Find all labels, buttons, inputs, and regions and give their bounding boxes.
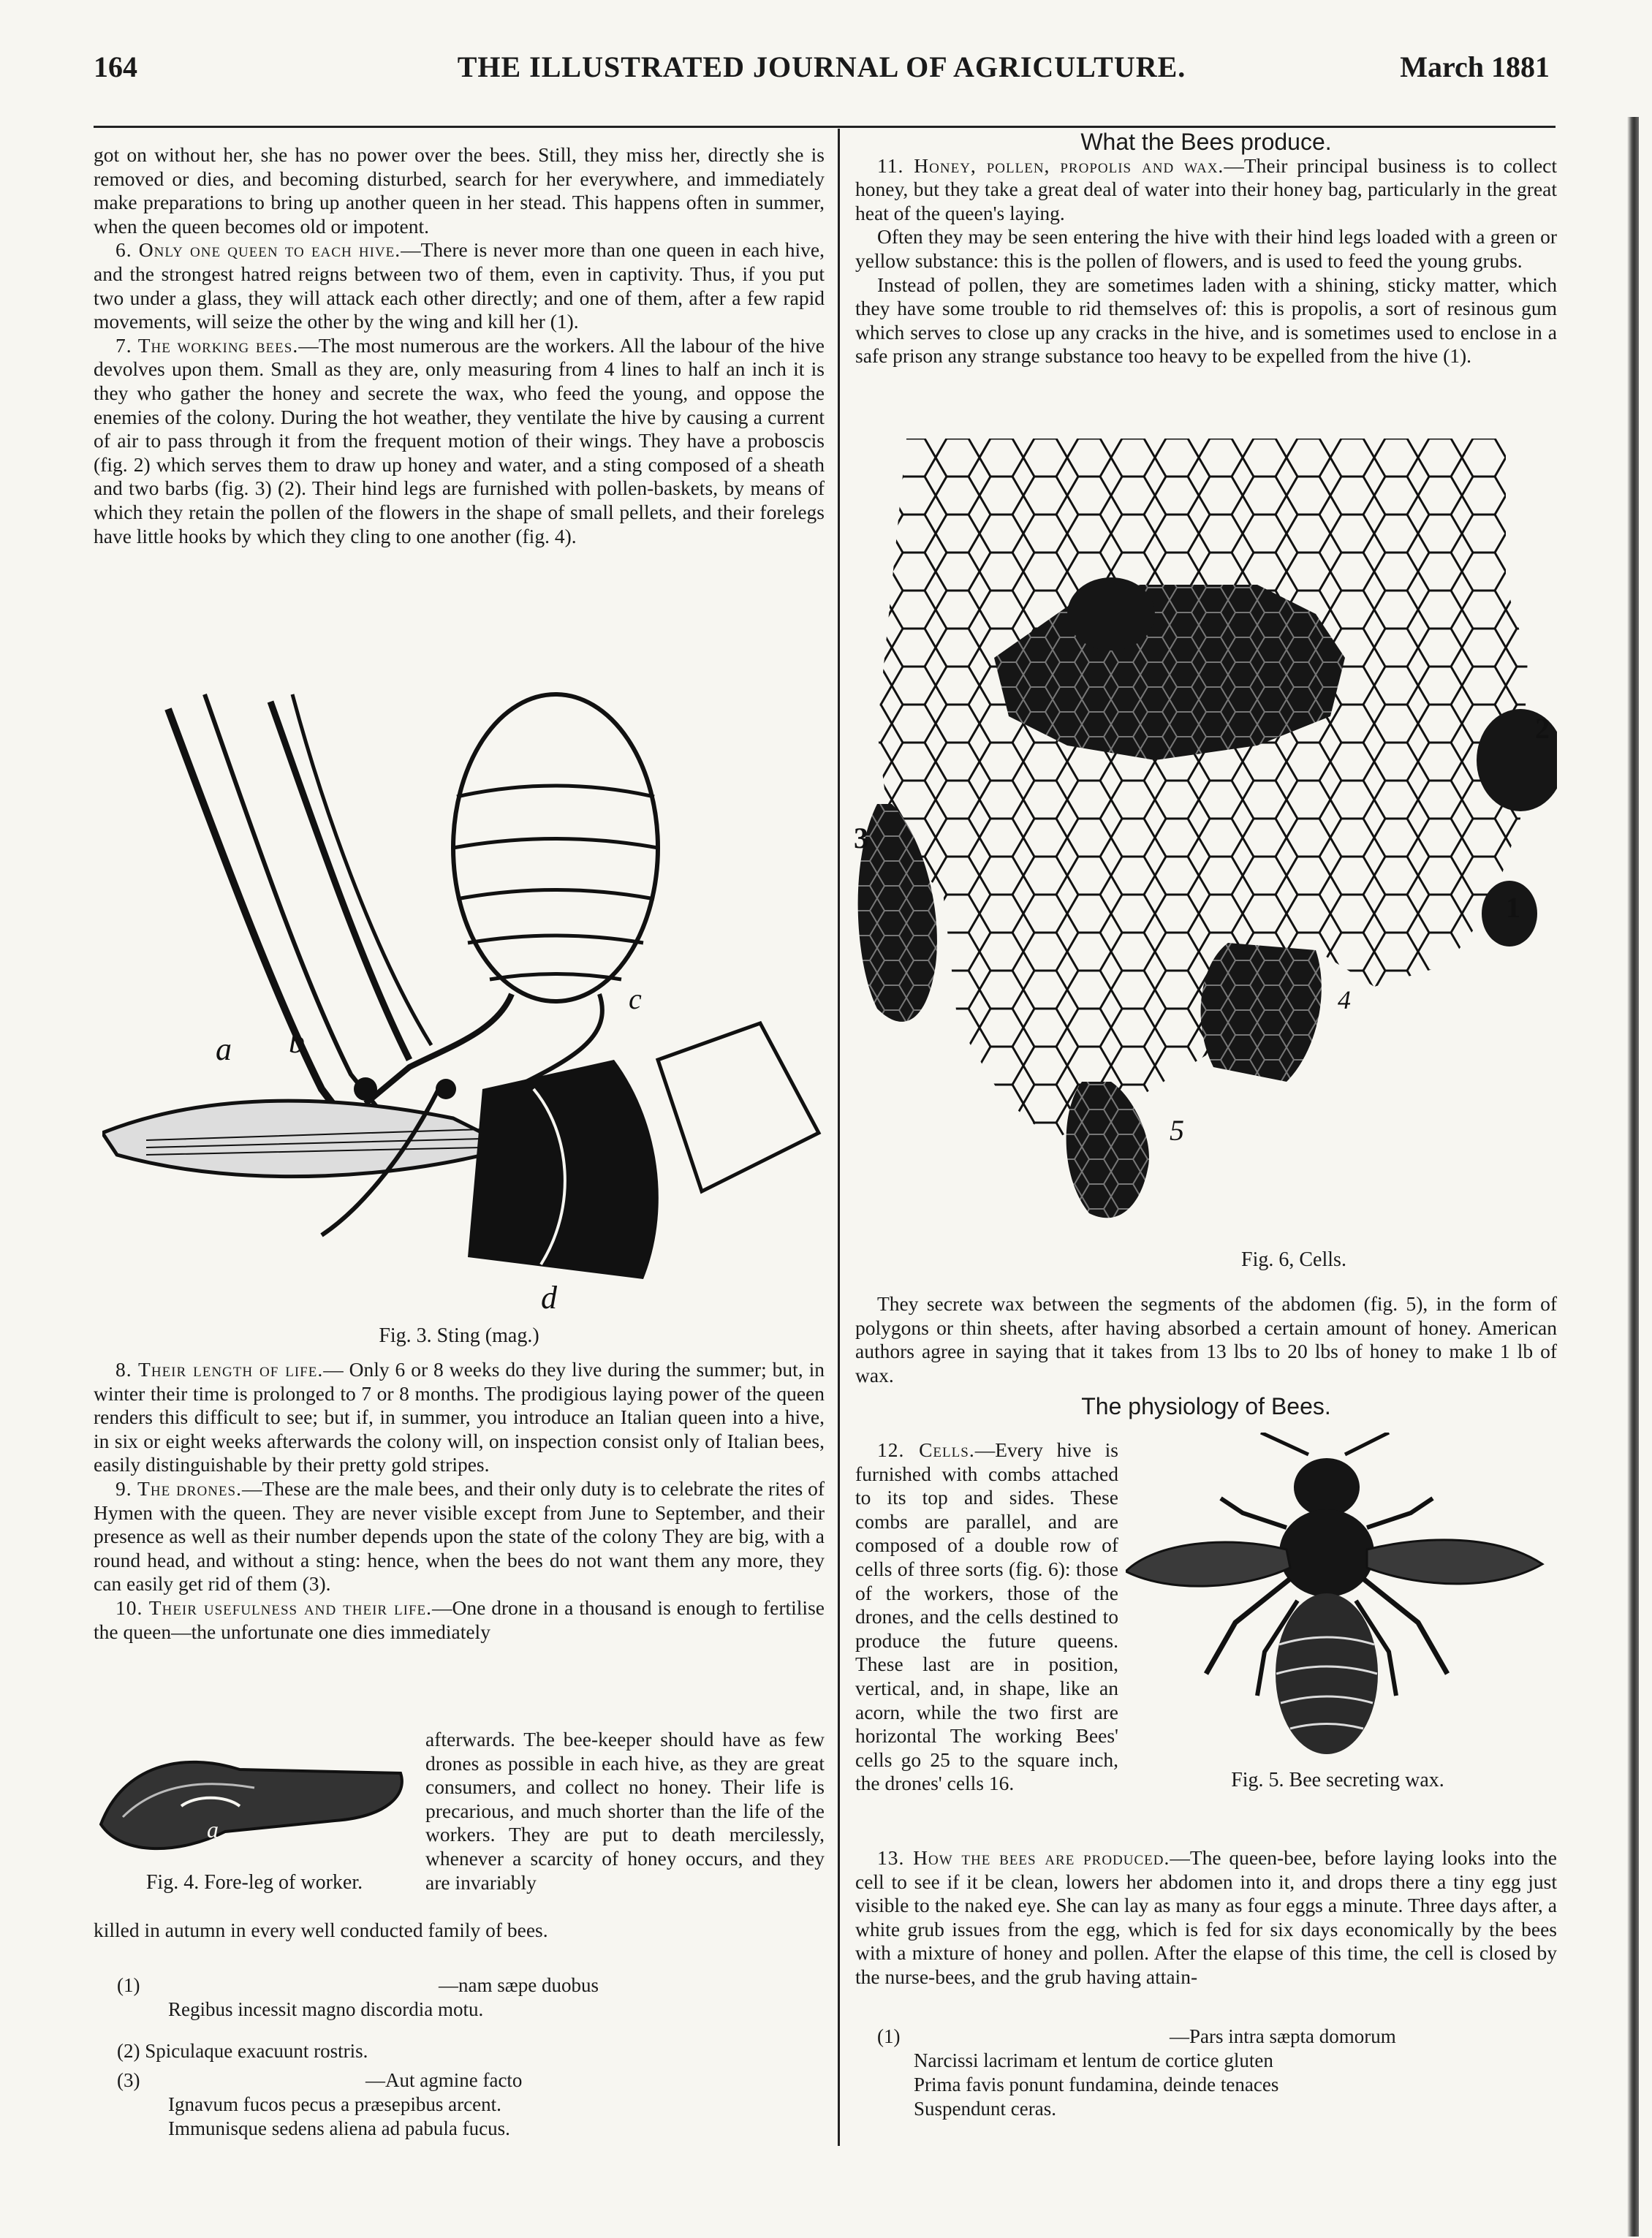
footnote-right-line2: Narcissi lacrimam et lentum de cortice gluten [914, 2049, 1273, 2071]
footnote-2-text: Spiculaque exacuunt rostris. [145, 2040, 368, 2062]
figure-5-bee [1126, 1433, 1550, 1761]
footnote-1 [117, 1973, 775, 2032]
figure-6-cells [848, 439, 1557, 1243]
honeycomb-illustration [848, 439, 1557, 1243]
section-7-heading: 7. The working bees. [115, 333, 299, 357]
right-column-top [855, 130, 1557, 368]
label-c: c [629, 982, 642, 1015]
cell-label-3: 3 [854, 822, 868, 854]
footnote-1-line2: Regibus incessit magno discordia motu. [168, 1998, 484, 2020]
section-10-tail [94, 1919, 825, 1943]
section-12 [855, 1438, 1118, 1796]
footnote-right-line4: Suspendunt ceras. [914, 2098, 1056, 2120]
section-8 [94, 1358, 825, 1477]
footnote-3-line1: —Aut agmine facto [365, 2069, 523, 2091]
journal-title: THE ILLUSTRATED JOURNAL OF AGRICULTURE. [457, 50, 1186, 83]
section-6 [94, 238, 825, 333]
footnote-right-number: (1) [877, 2025, 901, 2047]
section-7-body: —The most numerous are the workers. All the labour of the hive devolves upon them. Small as they are, only measuring from 4 lines to half an inch it is they who gather the honey and secrete the wax, who feed the young, and oppose the enemies of the colony. During the hot weather, they ventilate the hive by causing a current of air to pass through it from the frequent motion of their wings. They have a proboscis (fig. 2) which serves them to draw up honey and water, and a sting composed of a sheath and two barbs (fig. 3) (2). Their hind legs are furnished with pollen-baskets, by means of which they retain the pollen of the flowers in the shape of small pellets, and their forelegs have little hooks by which they cling to one another (fig. 4). [94, 333, 825, 547]
footnote-3-number: (3) [117, 2069, 140, 2091]
left-column [94, 143, 825, 548]
running-header [94, 50, 1550, 94]
section-11-propolis: Instead of pollen, they are sometimes laden with a shining, sticky matter, which they have some trouble to rid themselves of: this is propolis, a sort of resinous gum which serves to close up any cracks in the hive, and is sometimes used to enclose in a safe prison any strange substance too heavy to be expelled from the hive (1). [855, 273, 1557, 368]
queen-cell-4 [1201, 943, 1322, 1082]
left-column-lower [94, 1358, 825, 1644]
section-6-body: —There is never more than one queen in each hive, and the strongest hatred reigns between two of them, even in captivity. Thus, if you put two under a glass, they will attack each other directly; and one of them, after a few rapid movements, will seize the other by the wing and kill her (1). [94, 238, 825, 333]
footnote-right [877, 2025, 1535, 2127]
fig3-caption: Fig. 3. Sting (mag.) [379, 1324, 539, 1347]
bee-illustration [1126, 1433, 1550, 1761]
section-13-body: —The queen-bee, before laying looks into the cell to see if it be clean, lowers her abdomen into it, and drops there a tiny egg just visible to the naked eye. She can lay as many as four eggs a minute. Three days after, a white grub issues from the egg, which is fed for six days economically by the bees with a mixture of honey and pollen. After the elapse of this time, the cell is closed by the nurse-bees, and the grub having attain- [855, 1846, 1557, 1988]
footnote-2 [117, 2039, 775, 2063]
comb-cells [848, 439, 1557, 1243]
section-6-heading: 6. Only one queen to each hive. [115, 238, 401, 262]
section-11 [855, 154, 1557, 226]
figure-4-foreleg [94, 1737, 415, 1861]
section-11-wax: They secrete wax between the segments of the abdomen (fig. 5), in the form of polygons or thin sheets, after having absorbed a certain amount of honey. American authors agree in saying that it takes from 13 lbs to 20 lbs of honey to make 1 lb of wax. [855, 1292, 1557, 1387]
fig4-caption: Fig. 4. Fore-leg of worker. [145, 1871, 363, 1894]
section-7 [94, 334, 825, 548]
queen-cell-5 [1066, 1082, 1149, 1218]
section-11-body: —Their principal business is to collect honey, but they take a great deal of water into their honey bag, particularly in the great heat of the queen's laying. [855, 153, 1558, 224]
footnote-3-line3: Immunisque sedens aliena ad pabula fucus. [168, 2117, 510, 2139]
section-11-pollen: Often they may be seen entering the hive with their hind legs loaded with a green or yellow substance: this is the pollen of flowers, and is used to feed the young grubs. [855, 225, 1557, 272]
header-rule [94, 126, 1556, 128]
section-10-lead [94, 1596, 825, 1644]
section-9-body: —These are the male bees, and their only duty is to celebrate the rites of Hymen with the queen. They are never visible except from June to September, and their presence as well as their number depends upon the state of the colony They are big, with a round head, and without a sting: hence, when the bees do not want them any more, they can easily get rid of them (3). [94, 1476, 825, 1596]
issue-date: March 1881 [1400, 50, 1550, 83]
section-10-lead-text: —One drone in a thousand is enough to fertilise the queen—the unfortunate one dies immediately [94, 1596, 825, 1643]
cell-label-4: 4 [1338, 985, 1351, 1014]
fig5-caption: Fig. 5. Bee secreting wax. [1231, 1769, 1444, 1791]
section-10-wrap-text: afterwards. The bee-keeper should have as few drones as possible in each hive, as they are great consumers, and collect no honey. Their life is precarious, and much shorter than the life of the workers. They are put to death mercilessly, whenever a scarcity of honey occurs, and they are invariably [425, 1728, 825, 1894]
footnote-3 [117, 2068, 775, 2149]
cell-label-5: 5 [1170, 1114, 1184, 1147]
section-11-heading: 11. Honey, pollen, propolis and wax. [877, 153, 1224, 177]
section-9-heading: 9. The drones. [115, 1476, 242, 1500]
section-10-wrap [425, 1728, 825, 1894]
footnote-1-line1: —nam sæpe duobus [439, 1974, 599, 1996]
label-a: a [216, 1031, 232, 1067]
label-d: d [541, 1280, 557, 1316]
section-10-tail-text: killed in autumn in every well conducted family of bees. [94, 1919, 548, 1941]
cell-label-2: 2 [1535, 712, 1550, 745]
heading-bees-produce: What the Bees produce. [1080, 129, 1332, 155]
section-12-body: —Every hive is furnished with combs attached to its top and sides. These combs are parallel, and are composed of a double row of cells of three sorts (fig. 6): those of the workers, those of the drones, and the cells destined to produce the future queens. These last are in position, vertical, and, in shape, like an acorn, while the two first are horizontal The working Bees' cells go 25 to the square inch, the drones' cells 16. [855, 1438, 1118, 1795]
figure-3-sting [102, 680, 826, 1323]
cell-label-1: 1 [1506, 891, 1520, 924]
section-10-heading: 10. Their usefulness and their life. [115, 1596, 432, 1619]
foreleg-label-a: a [207, 1816, 219, 1843]
section-8-heading: 8. Their length of life. [115, 1358, 324, 1381]
section-13-heading: 13. How the bees are produced. [877, 1846, 1170, 1869]
footnote-3-line2: Ignavum fucos pecus a præsepibus arcent. [168, 2093, 501, 2115]
scan-edge [1627, 117, 1639, 2237]
footnote-right-line3: Prima favis ponunt fundamina, deinde tenaces [914, 2074, 1279, 2095]
section-12-heading: 12. Cells. [877, 1438, 975, 1461]
heading-physiology: The physiology of Bees. [1081, 1393, 1331, 1420]
section-12-text [855, 1438, 1118, 1796]
section-8-body: — Only 6 or 8 weeks do they live during the summer; but, in winter their time is prolonged to 7 or 8 months. The prodigious laying power of the queen renders this difficult to see; but if, in summer, you introduce an Italian queen into a hive, in six or eight weeks afterwards the colony will, on inspection consist only of Italian bees, easily distinguishable by their pretty gold stripes. [94, 1358, 825, 1476]
foreleg-illustration [94, 1737, 415, 1861]
section-13 [855, 1846, 1557, 1989]
right-column-lower [855, 1846, 1557, 1989]
paragraph-continued: got on without her, she has no power over the bees. Still, they miss her, directly she is removed or dies, and becoming disturbed, search for her everywhere, and immediately make preparations to bring up another queen in her stead. This happens often in summer, when the queen becomes old or impotent. [94, 143, 825, 238]
fig6-caption: Fig. 6, Cells. [1241, 1248, 1346, 1271]
footnote-2-number: (2) [117, 2040, 140, 2062]
column-divider [838, 129, 840, 2146]
section-9 [94, 1477, 825, 1596]
footnote-1-number: (1) [117, 1974, 140, 1996]
label-b: b [289, 1024, 305, 1060]
right-column-mid [855, 1292, 1557, 1419]
sting-illustration [102, 680, 826, 1323]
footnote-right-line1: —Pars intra sæpta domorum [1170, 2025, 1396, 2047]
page-number: 164 [94, 50, 137, 83]
